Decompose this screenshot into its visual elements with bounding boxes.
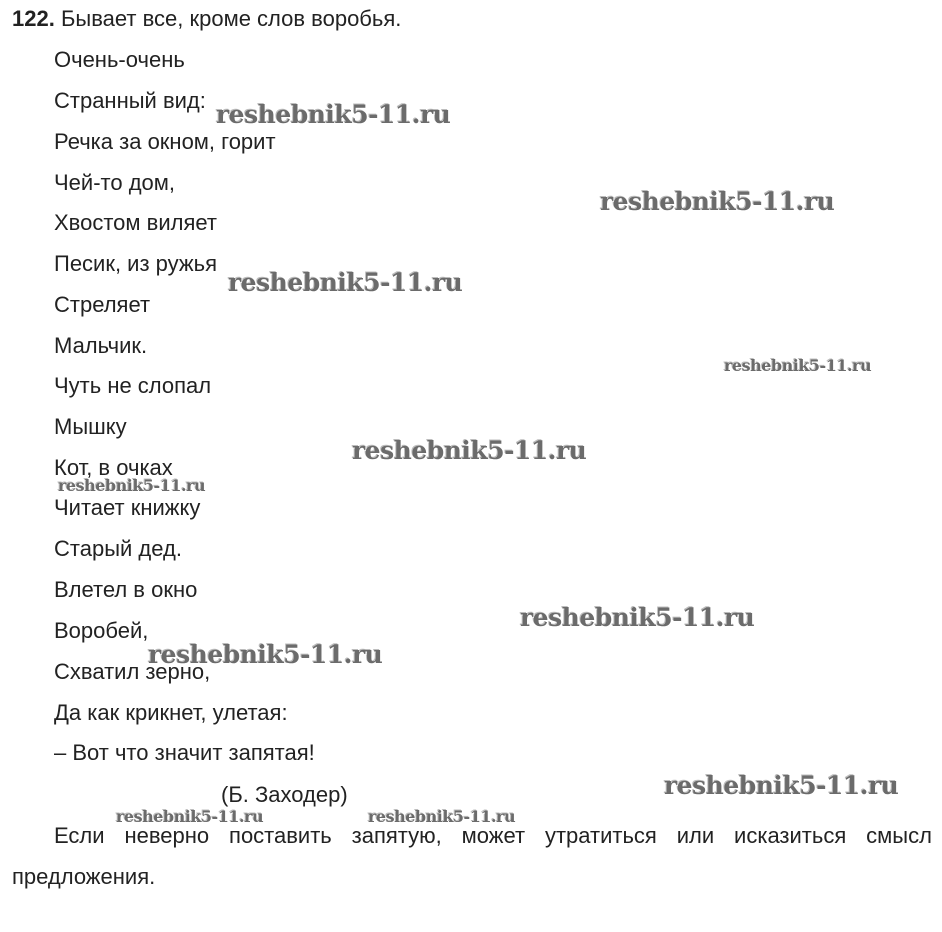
poem-author: (Б. Заходер): [221, 782, 348, 807]
poem-line: Очень-очень: [54, 47, 185, 72]
conclusion-line: [54, 821, 932, 851]
poem-line: Схватил зерно,: [54, 659, 211, 684]
watermark: reshebnik5-11.ru: [368, 807, 516, 826]
poem-line: – Вот что значит запятая!: [54, 740, 315, 765]
task-title: Бывает все, кроме слов воробья.: [60, 6, 402, 31]
watermark: reshebnik5-11.ru: [228, 268, 463, 297]
conclusion-word: исказиться: [734, 823, 847, 848]
watermark: reshebnik5-11.ru: [148, 640, 383, 669]
poem-line: Странный вид:: [54, 88, 206, 113]
poem-line: Хвостом виляет: [54, 210, 217, 235]
conclusion-word: или: [676, 823, 715, 848]
conclusion-word: смысл: [866, 823, 932, 848]
poem-line: Да как крикнет, улетая:: [54, 700, 288, 725]
poem-line: Стреляет: [54, 292, 151, 317]
poem-line: Речка за окном, горит: [54, 129, 276, 154]
watermark: reshebnik5-11.ru: [116, 807, 264, 826]
watermark: reshebnik5-11.ru: [520, 603, 755, 632]
conclusion-word: Если: [54, 823, 105, 848]
poem-line: Чуть не слопал: [54, 373, 212, 398]
task-header: [12, 4, 401, 34]
watermark: reshebnik5-11.ru: [600, 187, 835, 216]
poem-line: Мальчик.: [54, 333, 148, 358]
watermark: reshebnik5-11.ru: [664, 771, 899, 800]
watermark: reshebnik5-11.ru: [58, 476, 206, 495]
task-number: 122.: [12, 6, 55, 31]
conclusion-line-end: предложения.: [12, 864, 156, 889]
poem-line: Кот, в очках: [54, 455, 173, 480]
poem-line: Песик, из ружья: [54, 251, 218, 276]
poem-line: Влетел в окно: [54, 577, 198, 602]
poem-line: Чей-то дом,: [54, 170, 175, 195]
conclusion-word: может: [461, 823, 526, 848]
conclusion-word: поставить: [229, 823, 332, 848]
poem-line: Читает книжку: [54, 495, 201, 520]
poem-line: Старый дед.: [54, 536, 182, 561]
poem-line: Воробей,: [54, 618, 149, 643]
watermark: reshebnik5-11.ru: [352, 436, 587, 465]
conclusion-word: запятую,: [351, 823, 442, 848]
conclusion-word: неверно: [124, 823, 210, 848]
watermark: reshebnik5-11.ru: [724, 356, 872, 375]
poem-line: Мышку: [54, 414, 127, 439]
watermark: reshebnik5-11.ru: [216, 100, 451, 129]
conclusion-word: утратиться: [544, 823, 657, 848]
